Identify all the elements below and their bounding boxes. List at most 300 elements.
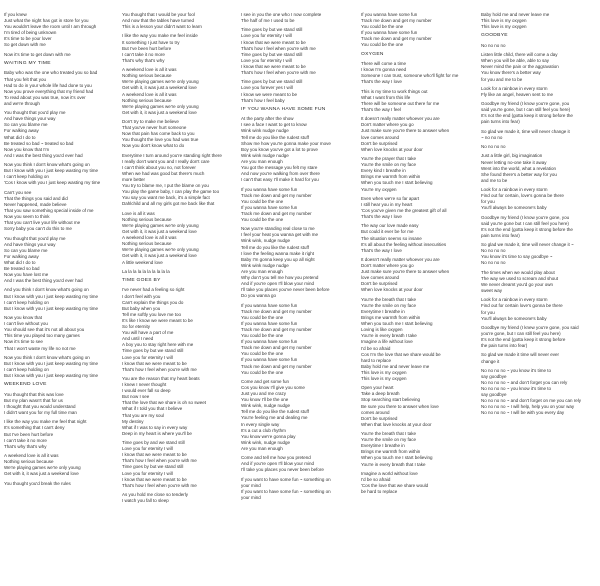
lyric-line: I can't live without you xyxy=(4,321,48,327)
lyric-line: So glad we made it, time will never change it ~ xyxy=(481,242,574,248)
lyric-line: You know I'll be the one xyxy=(241,397,289,403)
lyric-line: To read about you was true, now it's over xyxy=(4,94,86,100)
lyric-line: Baby I'm gonna keep you up all night xyxy=(241,256,315,262)
lyric-line: Time goes by but we stand still xyxy=(122,464,184,470)
lyric-line: Time goes by but we stand still xyxy=(241,51,303,57)
lyric-line: And now you're walking from over there xyxy=(241,171,320,177)
lyric-line: I love the feeling wanna make it right xyxy=(241,250,315,256)
lyric-line: Get with it, it was just a weekend love xyxy=(122,229,197,235)
stanza xyxy=(361,116,479,153)
stanza xyxy=(4,70,122,107)
lyric-line: Are you man enough xyxy=(241,268,283,274)
lyric-line: When love knocks at your door xyxy=(361,287,423,293)
lyric-line: If you wanna have some fun xyxy=(361,12,418,17)
lyric-line: love comes around xyxy=(361,275,400,281)
lyric-line: Don't be surprised xyxy=(361,415,398,421)
lyric-line: I really don't want you and I really don't care xyxy=(122,158,210,164)
song xyxy=(4,12,122,58)
lyric-line: I'll take you places you never been before xyxy=(241,467,324,473)
lyric-line: Nothing serious because xyxy=(122,216,172,222)
lyric-line: She found there's a better way for you xyxy=(481,171,557,177)
lyric-line: you're gone, but I can still feel you here) xyxy=(481,330,561,336)
lyric-line: You're the breath that I take xyxy=(361,431,416,437)
lyric-line: I'd be so afraid xyxy=(361,476,391,482)
lyric-line: Be treated so bad ~ treated so bad xyxy=(4,140,74,146)
lyric-line: Never mind the pain or the aggravation xyxy=(481,64,559,70)
lyric-line: You know there's a better way xyxy=(481,70,541,76)
lyric-line: We're playing games we're only young xyxy=(122,247,199,253)
lyric-line: There will come a time xyxy=(361,61,407,67)
lyric-line: But I know with you I just keep wasting my time xyxy=(4,373,99,379)
lyric-line: Now it's time to get down with me xyxy=(4,51,71,57)
lyric-line: It's a cut a club rhythm xyxy=(241,427,286,433)
lyric-line: Imagine a world without love xyxy=(361,470,418,476)
lyric-line: Track me down and get my number xyxy=(241,326,312,332)
lyric-line: sweet way xyxy=(481,288,503,294)
lyric-line: What did I do to xyxy=(4,259,36,265)
lyric-line: I'd be so afraid xyxy=(361,345,391,351)
lyric-line: It's time to be your lover xyxy=(4,36,52,42)
stanza xyxy=(4,315,122,352)
lyric-line: Open your heart xyxy=(361,385,394,391)
stanza xyxy=(4,236,122,285)
lyric-line: You thought that this was love xyxy=(4,391,64,397)
lyric-line: Be treated so bad xyxy=(4,266,40,271)
lyric-line: Baby who was the one who treated you so bad xyxy=(4,70,98,76)
lyric-line: No no no no ~ you know it's time to xyxy=(481,386,552,392)
stanza xyxy=(481,242,595,266)
lyric-line: I know that we were meant to be xyxy=(241,39,306,45)
lyric-line: Look for a rainbow in every storm xyxy=(481,85,548,91)
lyric-line: That's why that's why xyxy=(122,57,165,63)
lyric-line: Get with it, it was just a weekend love xyxy=(122,253,197,259)
lyric-line: No no no no ~ I will help, help you on your way xyxy=(481,404,575,410)
lyric-line: When you touch me I start believing xyxy=(361,321,433,327)
lyric-line: For walking away xyxy=(4,128,39,134)
lyric-line: You try to blame me, I put the blame on you xyxy=(122,183,209,189)
lyric-line: I feel your heat you wanna get with me xyxy=(241,232,319,238)
lyric-line: That you've never hurt someone xyxy=(122,125,187,131)
song xyxy=(481,12,595,30)
lyric-line: That's how I feel when you're with me xyxy=(122,366,197,372)
lyric-line: When that love knocks at your door xyxy=(361,421,432,427)
lyric-line: If you wanna have some fun xyxy=(241,320,298,326)
lyric-line: You're the smile on my face xyxy=(361,437,416,443)
lyric-line: hard to replace xyxy=(361,357,392,363)
lyric-line: Brings me warmth from within xyxy=(361,174,421,180)
stanza xyxy=(481,187,595,211)
lyric-line: A weekend love is all it was xyxy=(122,91,177,97)
stanza xyxy=(481,352,595,364)
lyric-line: ~ no no no xyxy=(481,134,503,140)
lyric-line: And have things your way xyxy=(4,241,56,247)
lyric-line: Every kind I breathe in xyxy=(361,168,406,174)
lyric-line: That's how I feel when you're with me xyxy=(241,70,316,76)
lyric-line: But I've been hurt before xyxy=(4,431,54,437)
lyric-line: When we had was good but there's much xyxy=(122,171,205,176)
lyric-line: This love is my oxygen xyxy=(481,18,527,24)
lyric-line: Now you have lost me xyxy=(4,272,49,278)
lyric-line: I know that we were meant to be xyxy=(122,360,187,366)
stanza xyxy=(481,12,595,30)
stanza xyxy=(361,196,479,220)
stanza xyxy=(361,297,479,382)
stanza xyxy=(4,52,122,58)
lyric-line: You are the reason that my heart beats xyxy=(122,375,200,381)
lyric-line: This love is my oxygen xyxy=(361,375,407,381)
stanza xyxy=(481,325,595,349)
lyric-line: Just make sure you're there to answer when xyxy=(361,128,450,134)
song-title: WAITING MY TIME xyxy=(4,61,51,67)
stanza xyxy=(481,101,595,125)
lyric-line: A weekend love is all it was xyxy=(4,452,59,458)
lyric-line: Just you and me crazy xyxy=(241,391,287,397)
stanza xyxy=(4,481,122,487)
lyric-line: The situation seems so insane xyxy=(361,235,422,241)
lyric-line: Fly like an angel, heaven sent to me xyxy=(481,91,554,97)
lyric-line: Time goes by but we stand still xyxy=(241,79,303,85)
lyric-line: I can't keep holding on xyxy=(4,299,49,305)
lyric-line: I can't keep holding on xyxy=(4,366,49,372)
lyric-line: We're playing games we're only young xyxy=(122,103,199,109)
lyric-line: Goodbye my friend (I know you're gone, you xyxy=(481,101,570,107)
lyric-line: You're in every breath that I take xyxy=(361,461,426,467)
lyric-line: You could be the one xyxy=(241,333,284,339)
song xyxy=(361,12,479,49)
song xyxy=(122,278,240,504)
lyric-line: Wink wink, nudge nudge xyxy=(241,439,291,445)
lyric-line: your mind xyxy=(241,494,261,500)
lyric-line: You thought you'd break the rules xyxy=(4,480,71,486)
lyric-line: Are you man enough xyxy=(241,445,283,451)
lyric-line: So can you blame me xyxy=(4,122,48,128)
lyric-line: your mind xyxy=(241,482,261,488)
lyric-line: A little weekend love xyxy=(122,259,163,265)
stanza xyxy=(241,455,359,473)
lyric-line: You should see that it's not all about you xyxy=(4,327,85,333)
lyric-line: You could be the one xyxy=(241,216,284,222)
lyric-line: No no no no xyxy=(481,260,506,266)
lyric-line: Tell me do you like the rudest stuff xyxy=(241,134,309,140)
lyric-line: When you will be able, able to say xyxy=(481,58,550,64)
song xyxy=(241,12,359,104)
lyric-line: I thought that you would understand xyxy=(4,403,76,409)
lyric-line: My destiny xyxy=(122,418,144,424)
lyric-line: Time goes by but we stand still xyxy=(241,27,303,33)
lyric-line: Love you for eternity I will xyxy=(122,446,173,452)
lyric-line: It's like I know we were meant to be xyxy=(122,317,193,323)
lyric-line: It's not the end (gotta keep it strong before xyxy=(481,337,566,343)
stanza xyxy=(122,67,240,116)
stanza xyxy=(4,110,122,159)
lyric-line: A weekend love is all it was xyxy=(122,235,177,241)
lyric-line: be hard to replace xyxy=(361,489,398,495)
lyric-line: for you xyxy=(481,199,495,205)
lyric-line: Stop searching start believing xyxy=(361,397,421,403)
lyric-line: When you touch me I start believing xyxy=(361,180,433,186)
lyric-line: Love you for eternity I will xyxy=(241,57,292,63)
lyric-line: I still hear you in my heart xyxy=(361,201,413,207)
lyric-line: Get with it, it was just a weekend love xyxy=(122,85,197,91)
lyric-line: So get down with me xyxy=(4,42,46,48)
lyric-line: No no no no ~ I will be with you every day xyxy=(481,410,565,416)
lyric-line: Everytime I breathe in xyxy=(361,443,405,449)
lyric-line: Had to do in your whole life had done to you xyxy=(4,82,92,88)
lyric-line: You're the prayer that I take xyxy=(361,156,416,162)
lyric-line: said you're gone, but I can still feel you here) xyxy=(481,107,571,113)
stanza xyxy=(4,392,122,416)
lyric-line: Tell me do you like the rudest stuff xyxy=(241,244,309,250)
lyric-line: That the things you said and did xyxy=(4,195,68,201)
stanza xyxy=(241,303,359,376)
lyric-line: And have things your way xyxy=(4,116,56,122)
lyric-line: You're feeling me and dealing me xyxy=(241,415,308,421)
lyric-line: Look for a rainbow in every storm xyxy=(481,297,548,303)
song-title: TIME GOES BY xyxy=(122,278,161,284)
lyric-line: So glad we made it, time will never change it xyxy=(481,128,570,134)
lyric-line: When love knocks at your door xyxy=(361,146,423,152)
lyric-line: Time goes by and we stand still xyxy=(122,440,185,446)
lyric-line: Nothing serious because xyxy=(122,97,172,103)
lyric-line: But my plan wasn't that for us xyxy=(4,397,63,403)
lyric-line: What if I was to say in every way xyxy=(122,424,188,430)
lyric-line: No no no no xyxy=(481,42,506,48)
lyric-line: And until I need xyxy=(122,336,154,342)
lyric-line: The half of me I used to be xyxy=(241,18,295,24)
lyric-line: That's the way I love xyxy=(361,247,402,253)
lyric-line: At the party after the show xyxy=(241,116,294,122)
stanza xyxy=(481,297,595,321)
lyric-line: Nothing serious because xyxy=(122,241,172,247)
stanza xyxy=(361,257,479,294)
lyric-line: It's not the end (gotta keep it strong before the xyxy=(481,113,573,119)
stanza xyxy=(481,153,595,183)
lyric-line: Love is all it was xyxy=(122,210,155,216)
lyric-line: It's not the end (gotta keep it strong before the xyxy=(481,226,573,232)
lyric-line: You thought that you'd play me xyxy=(4,110,66,116)
lyric-line: Now you know that xyxy=(4,315,43,321)
lyric-line: This love is my oxygen xyxy=(481,24,527,30)
lyrics-column-3 xyxy=(241,12,359,582)
lyric-line: If you wanna have some fun xyxy=(241,357,298,363)
lyric-line: Someone I can trust, someone who'll fight for me xyxy=(361,73,459,79)
lyric-line: Now you think I don't know what's going on xyxy=(4,162,90,168)
lyric-line: Even when we're so far apart xyxy=(361,195,420,201)
lyric-line: No no no no ~ and don't forget you can rely xyxy=(481,380,568,385)
lyric-line: Get with it, it was just a weekend love xyxy=(4,471,79,477)
lyric-line: Can't you see xyxy=(4,189,32,195)
lyric-line: If you wanna have some fun xyxy=(241,339,298,345)
lyric-line: pain turns into fear) xyxy=(481,119,520,125)
lyric-line: Time goes by but we stand still xyxy=(122,348,184,354)
lyric-line: You're the smile on my face xyxy=(361,302,416,308)
lyric-line: Take a deep breath xyxy=(361,391,400,397)
lyric-line: say goodbye xyxy=(481,392,507,398)
lyric-line: Cos I'm the love that we share would be xyxy=(361,351,441,357)
lyric-line: That's how I feel when you're with me xyxy=(122,458,197,464)
lyric-line: Boy you know you've got a lot to prove xyxy=(241,146,318,152)
lyric-line: This is a lesson your didn't want to learn xyxy=(122,24,202,30)
lyric-line: The way we used to scream and shout xyxy=(481,275,559,281)
lyric-line: I know we were meant to be xyxy=(241,91,298,97)
stanza xyxy=(241,79,359,103)
lyric-line: And now that the tables have turned xyxy=(122,18,195,24)
lyric-line: Love you for eternity I will xyxy=(241,33,292,39)
lyric-line: Never letting no-one take it away xyxy=(481,159,547,165)
lyric-line: Goodbye my friend (I knew you're gone, you said xyxy=(481,324,579,330)
lyric-line: You could be the one xyxy=(361,42,404,48)
stanza xyxy=(241,379,359,452)
stanza xyxy=(481,215,595,239)
lyric-line: 'Cos you've given me the greatest gift of all xyxy=(361,207,447,213)
lyric-line: I can't that easy I'll make it hard for you xyxy=(241,177,319,183)
stanza xyxy=(361,385,479,428)
lyric-line: I know I'm gonna need xyxy=(361,67,407,73)
lyric-line: If you want to have some fun ~ something on xyxy=(241,476,331,482)
lyric-line: Don't matter where you go xyxy=(361,263,414,269)
lyric-line: You know it's time to say goodbye ~ xyxy=(481,254,553,260)
stanza xyxy=(361,12,479,49)
lyric-line: Now that pain has come back to you xyxy=(122,131,195,137)
lyric-line: Deep in my heart is where you'll be xyxy=(122,430,192,436)
lyric-line: Wink wink, nudge nudge xyxy=(241,238,291,244)
lyric-line: It doesn't really matter whoever you are xyxy=(361,257,440,262)
lyric-line: Be sure you there to answer when love xyxy=(361,403,439,409)
lyric-line: Get with it, it was just a weekend love xyxy=(122,109,197,115)
lyric-line: You're the smile on my face xyxy=(361,162,416,168)
lyric-line: pain turns into fear) xyxy=(481,232,520,238)
stanza xyxy=(122,492,240,504)
lyric-line: Don't matter where you go xyxy=(361,122,414,128)
stanza xyxy=(4,419,122,449)
lyric-line: You could be the one xyxy=(241,369,284,375)
lyric-line: That you can't live your life without me xyxy=(4,220,81,226)
lyric-line: You're my oxygen xyxy=(361,186,397,192)
lyric-line: If you knew xyxy=(4,12,27,17)
song-title: WEEKEND LOVE xyxy=(4,382,47,388)
lyric-line: I can't take it no more xyxy=(122,51,165,57)
lyric-line: I knew I never thought xyxy=(122,382,167,388)
stanza xyxy=(241,116,359,183)
lyric-line: You'll always be someone's baby xyxy=(481,205,547,211)
stanza xyxy=(481,86,595,98)
lyric-line: For walking away xyxy=(4,253,39,259)
lyric-line: You could be the one xyxy=(241,198,284,204)
lyric-line: You're the breath that I take xyxy=(361,296,416,302)
lyric-line: So for eternity xyxy=(122,324,151,330)
lyric-line: As you hold me close so tenderly xyxy=(122,492,189,498)
song xyxy=(4,61,122,379)
lyric-line: Track me down and get my number xyxy=(241,192,312,198)
lyric-line: Why don't you tell me how you pretend xyxy=(241,275,319,280)
lyric-line: Tell me softly you love me too xyxy=(122,311,182,317)
song-title: OXYGEN xyxy=(361,51,384,57)
lyric-line: You'll always be someone's baby xyxy=(481,315,547,321)
lyric-line: You could be the one xyxy=(361,24,404,30)
lyric-line: Love you for eternity I will xyxy=(122,354,173,360)
lyric-line: If you wanna have some fun xyxy=(241,302,298,308)
lyric-line: Now you don't know what to do xyxy=(122,143,185,149)
lyric-line: Everytime I turn around you're standing right there xyxy=(122,152,222,158)
lyric-line: And if you're open I'll blow your mind xyxy=(241,461,315,467)
lyric-line: Nothing serious because xyxy=(122,73,172,79)
lyric-line: Just what the night has got in store for you xyxy=(4,18,89,24)
lyric-line: Now you're standing real close to me xyxy=(241,226,315,232)
stanza xyxy=(361,431,479,468)
lyric-line: That's how I feel baby xyxy=(241,97,285,103)
lyric-line: Everytime I breathe in xyxy=(361,308,405,314)
lyric-line: But I know with you I just keep wasting my time xyxy=(4,360,99,366)
stanza xyxy=(4,12,122,49)
stanza xyxy=(481,270,595,294)
lyric-line: You play the game baby, I can play the game too xyxy=(122,189,220,195)
lyrics-column-5 xyxy=(481,12,595,582)
lyric-line: Listen little child, there will come a day xyxy=(481,52,558,58)
lyric-line: You thought that I would be your fool xyxy=(122,12,195,17)
lyrics-column-2 xyxy=(122,12,240,582)
lyric-line: Wink wink nudge nudge xyxy=(241,262,289,268)
lyric-line: But baby when you xyxy=(122,305,161,311)
lyrics-column-4 xyxy=(361,12,479,582)
stanza xyxy=(4,453,122,477)
lyric-line: Are you man enough xyxy=(241,158,283,164)
lyric-line: It something I just have to try xyxy=(122,39,180,45)
stanza xyxy=(122,153,240,208)
lyric-line: And if you're open I'll blow your mind xyxy=(241,281,315,287)
stanza xyxy=(481,144,595,150)
lyric-line: Wink wink, nudge nudge xyxy=(241,403,291,409)
lyric-line: You thought that you'd play me xyxy=(4,235,66,241)
lyric-line: A weekend love is all it was xyxy=(122,67,177,73)
stanza xyxy=(4,190,122,233)
lyric-line: And I was the best thing you'd ever had xyxy=(4,278,83,284)
lyric-line: That the love that we share is oh so sweet xyxy=(122,400,207,406)
lyric-line: It's all about the feeling without insecurities xyxy=(361,241,447,247)
lyric-line: I'm tired of being unknown xyxy=(4,30,57,36)
lyric-line: and me to be xyxy=(481,177,508,183)
lyric-line: What did I do to xyxy=(4,134,36,140)
lyric-line: You say you want me back, it's a simple fact xyxy=(122,195,210,201)
stanza xyxy=(241,12,359,24)
lyric-line: This is my time to work things out xyxy=(361,88,428,94)
lyric-line: I don't feel with you xyxy=(122,293,161,299)
lyric-line: And you think I don't know what's going on xyxy=(4,287,89,293)
stanza xyxy=(122,269,240,275)
lyric-line: more better xyxy=(122,177,146,183)
lyric-line: Never happened, made believe xyxy=(4,201,67,207)
lyric-line: It's something that I can't deny xyxy=(4,425,65,431)
lyric-line: Track me down and get my number xyxy=(241,345,312,351)
lyric-line: That's the way I love xyxy=(361,214,402,220)
lyric-line: Just make sure you're there to answer when xyxy=(361,269,450,275)
lyrics-column-1 xyxy=(4,12,122,582)
lyric-line: Track me down and get my number xyxy=(241,210,312,216)
lyric-line: You could be the one xyxy=(241,351,284,357)
lyric-line: In every single way xyxy=(241,421,280,427)
stanza xyxy=(4,287,122,311)
lyric-line: If you wanna have some fun xyxy=(241,186,298,192)
lyric-line: Goodbye my friend (I know you're gone, you xyxy=(481,214,570,220)
stanza xyxy=(4,355,122,379)
lyric-line: It doesn't really matter whoever you are xyxy=(361,116,440,122)
lyric-line: I like the way you make me feel that night xyxy=(4,419,87,425)
lyric-line: This time you played too many games xyxy=(4,333,80,339)
lyric-line: I can't think about you no, not forever xyxy=(122,164,196,170)
lyric-line: That you are my soul xyxy=(122,412,165,418)
lyric-line: for you and me to be xyxy=(481,76,523,82)
lyric-line: If you want to have some fun ~ something on xyxy=(241,488,331,494)
song-title: GOODBYE xyxy=(481,33,508,39)
